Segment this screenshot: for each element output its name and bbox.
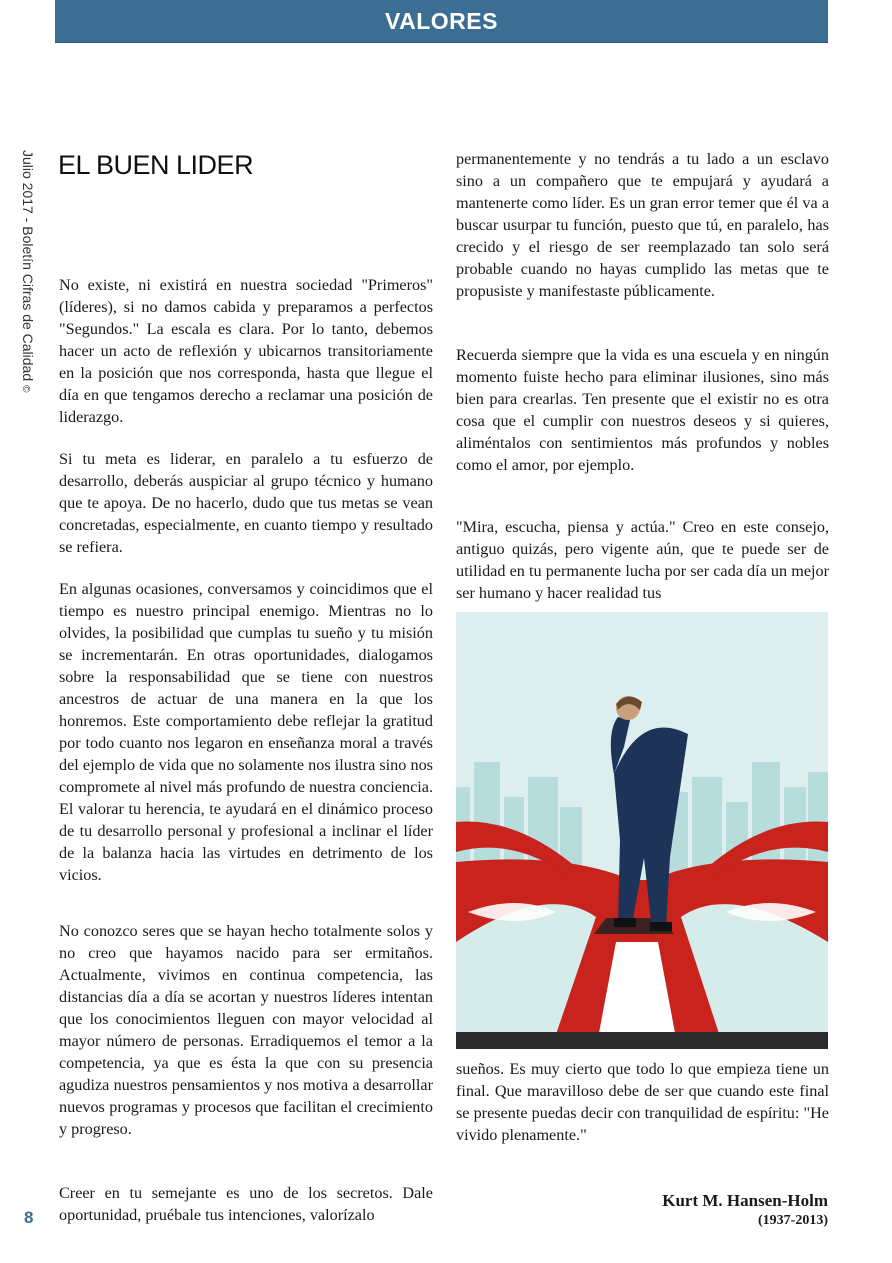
issue-side-label — [20, 150, 36, 393]
left-paragraph-5: Creer en tu semejante es uno de los secretos. Dale oportunidad, pruébale tus intenciones, valorízalo — [59, 1184, 433, 1224]
section-title: VALORES — [385, 7, 498, 34]
section-header — [55, 0, 828, 43]
right-paragraph-2: Recuerda siempre que la vida es una escuela y en ningún momento fuiste hecho para eliminar ilusiones, sino más bien para crearlas. Ten presente que el existir no es otra cosa que el cumplir con nuestros deseos y si quieres, aliméntalos con sentimientos más profundos y nobles como el amor, por ejemplo. — [456, 346, 829, 474]
copyright-symbol: © — [20, 385, 31, 393]
author-years: (1937-2013) — [758, 1213, 828, 1228]
crossroads-illustration — [456, 612, 828, 1049]
author-name: Kurt M. Hansen-Holm — [662, 1191, 828, 1210]
issue-text: Julio 2017 - Boletín Cifras de Calidad — [20, 150, 36, 382]
right-paragraph-4: sueños. Es muy cierto que todo lo que empieza tiene un final. Que maravilloso debe de ser que cuando este final se presente puedas decir con tranquilidad de espíritu: "He vivido plenamente." — [456, 1060, 829, 1144]
author-signature — [662, 1190, 828, 1230]
article-title: EL BUEN LIDER — [58, 150, 254, 180]
left-paragraph-1: No existe, ni existirá en nuestra sociedad "Primeros" (líderes), si no damos cabida y preparamos a perfectos "Segundos." La escala es clara. Por lo tanto, debemos hacer un acto de reflexión y ubicarnos transitoriamente en la posición que nos corresponda, hasta que llegue el día en que tengamos derecho a reclamar una posición de liderazgo. — [59, 276, 433, 426]
left-paragraph-2: Si tu meta es liderar, en paralelo a tu esfuerzo de desarrollo, deberás auspiciar al grupo técnico y humano que te apoya. De no hacerlo, dudo que tus metas se vean concretadas, especialmente, en cuanto tiempo y resultado se refiera. — [59, 450, 433, 556]
left-paragraph-4: No conozco seres que se hayan hecho totalmente solos y no creo que hayamos nacido para ser ermitaños. Actualmente, vivimos en continua competencia, las distancias día a día se acortan y nuestros líderes intentan que los conocimientos lleguen con mayor velocidad al mayor número de personas. Erradiquemos el temor a la competencia, ya que es ésta la que con su presencia agudiza nuestros pensamientos y nos motiva a desarrollar nuevos programas y procesos que facilitan el crecimiento y progreso. — [59, 922, 433, 1138]
right-paragraph-3: "Mira, escucha, piensa y actúa." Creo en este consejo, antiguo quizás, pero vigente aún, que te puede ser de utilidad en tu permanente lucha por ser cada día un mejor ser humano y hacer realidad tus — [456, 518, 829, 602]
right-paragraph-1: permanentemente y no tendrás a tu lado a un esclavo sino a un compañero que te empujará y ayudará a mantenerte como líder. Es un gran error temer que él va a buscar usurpar tu función, puesto que tú, en paralelo, has crecido y el riesgo de ser reemplazado tan solo será probable cuando no hayas cumplido las metas que te propusiste y manifestaste públicamente. — [456, 150, 829, 300]
left-paragraph-3: En algunas ocasiones, conversamos y coincidimos que el tiempo es nuestro principal enemigo. Mientras no lo olvides, la posibilidad que cumplas tu sueño y tu misión se incrementarán. En otras oportunidades, dialogamos sobre la responsabilidad que se tiene con nuestros ancestros de actuar de una manera en la que los honremos. Este comportamiento debe reflejar la gratitud por todo cuanto nos legaron en enseñanza moral a través del ejemplo de vida que no solamente nos ilustra sino nos compromete al nivel más profundo de nuestra conciencia. El valorar tu herencia, te ayudará en el dinámico proceso de tu desarrollo personal y profesional a inclinar el líder de la balanza hacia las virtudes en detrimento de los vicios. — [59, 580, 433, 884]
page-number: 8 — [24, 1208, 34, 1227]
